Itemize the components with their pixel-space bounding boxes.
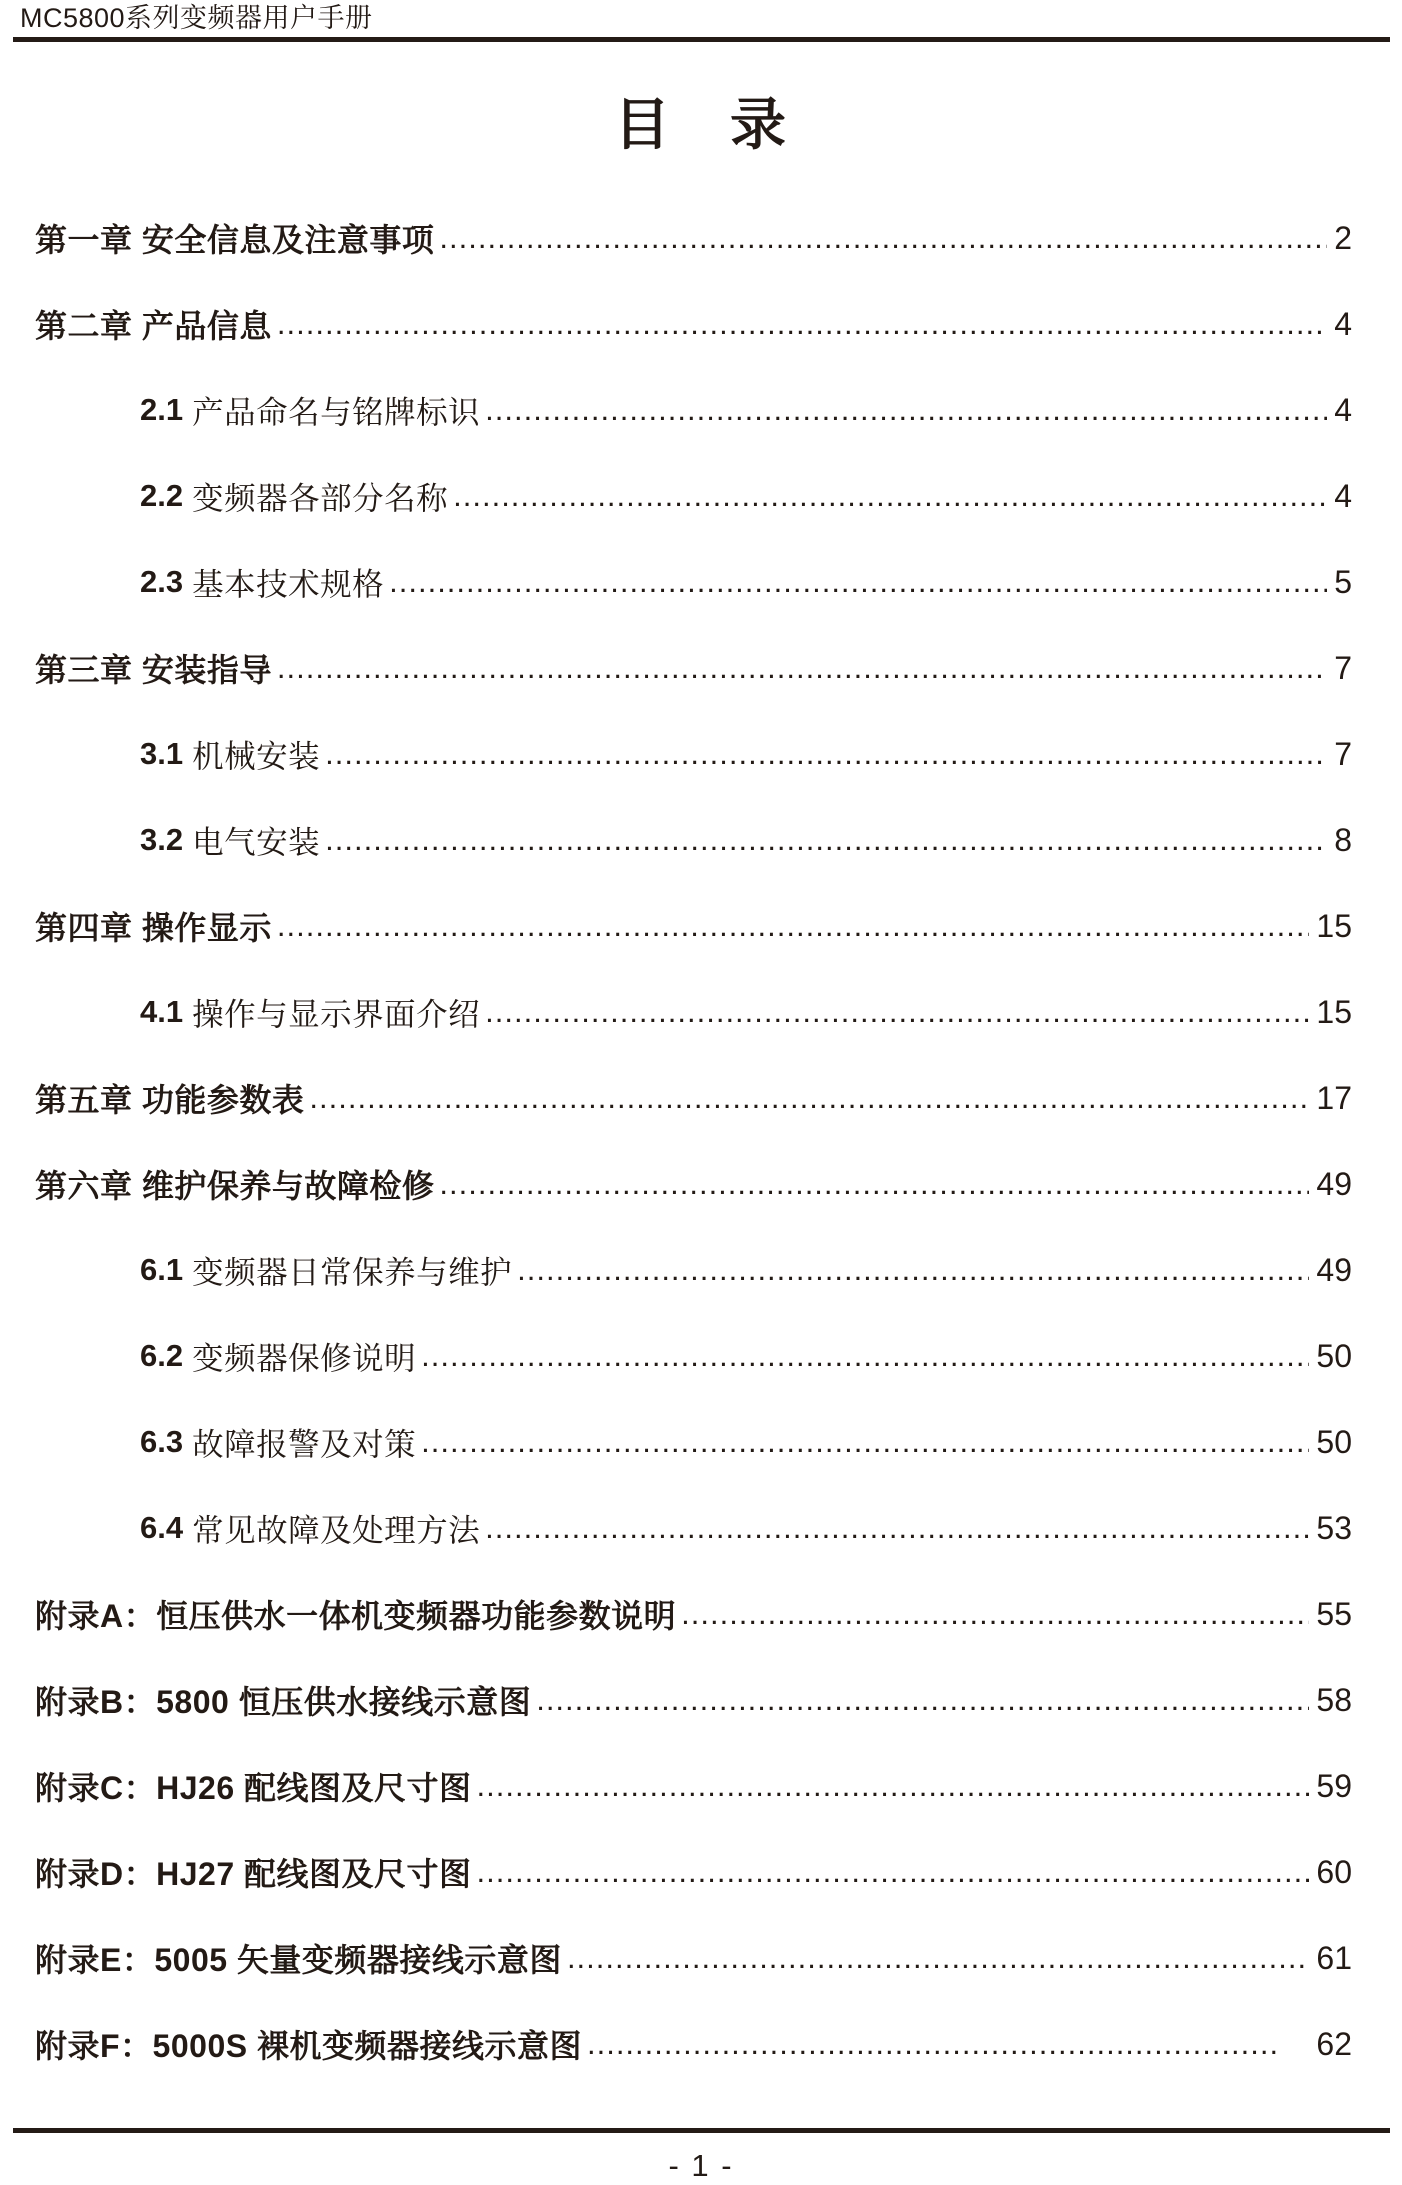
toc-entry-label: 变频器保修说明: [192, 1340, 417, 1376]
toc-page-number: 59: [1316, 1767, 1352, 1804]
toc-entry-label: 附录C：HJ26 配线图及尺寸图: [35, 1770, 472, 1806]
toc-dot-leader: [567, 1940, 1309, 1976]
toc-page-number: 15: [1316, 993, 1352, 1030]
toc-page-number: 4: [1334, 305, 1352, 342]
toc-page-number: 4: [1334, 391, 1352, 428]
toc-entry: [35, 969, 1352, 1055]
toc-page-number: 49: [1316, 1251, 1352, 1288]
toc-entry: [35, 195, 1352, 281]
toc-entry: [35, 1227, 1352, 1313]
toc-entry: [35, 1485, 1352, 1571]
toc-entry: [35, 797, 1352, 883]
toc-entry-label: 基本技术规格: [192, 566, 385, 602]
toc-page-number: 55: [1316, 1595, 1352, 1632]
toc-entry: [35, 1055, 1352, 1141]
toc-entry-label: 操作与显示界面介绍: [192, 996, 481, 1032]
toc-page-number: 49: [1316, 1165, 1352, 1202]
toc-entry: [35, 1571, 1352, 1657]
toc-dot-leader: [477, 1768, 1310, 1804]
toc-dot-leader: [309, 1080, 1309, 1116]
toc-page-number: 8: [1334, 821, 1352, 858]
footer-divider: [13, 2128, 1390, 2133]
toc-entry-label: 机械安装: [192, 738, 321, 774]
toc-entry: [35, 883, 1352, 969]
toc-entry-number: 3.1: [140, 736, 184, 771]
page-title: 目 录: [614, 93, 788, 156]
toc-dot-leader: [277, 908, 1310, 944]
toc-dot-leader: [517, 1252, 1309, 1288]
toc-entry-label: 附录F：5000S 裸机变频器接线示意图: [35, 2028, 582, 2064]
toc-entry: [35, 281, 1352, 367]
toc-entry-label: 第二章 产品信息: [35, 308, 272, 344]
toc-page-number: 53: [1316, 1509, 1352, 1546]
toc-page-number: 58: [1316, 1681, 1352, 1718]
toc-page-number: 7: [1334, 649, 1352, 686]
toc-entry-label: 附录B：5800 恒压供水接线示意图: [35, 1684, 532, 1720]
toc-entry: [35, 1743, 1352, 1829]
toc-page-number: 5: [1334, 563, 1352, 600]
toc-entry: [35, 1829, 1352, 1915]
toc-dot-leader: [587, 2026, 1280, 2062]
toc-entry-label: 附录A：恒压供水一体机变频器功能参数说明: [35, 1598, 677, 1634]
toc-dot-leader: [485, 994, 1309, 1030]
toc-entry-label: 变频器日常保养与维护: [192, 1254, 513, 1290]
page-number-footer: - 1 -: [668, 2148, 734, 2183]
toc-page-number: 17: [1316, 1079, 1352, 1116]
toc-page-number: 61: [1316, 1939, 1352, 1976]
toc-entry-label: 电气安装: [192, 824, 321, 860]
toc-entry-number: 6.3: [140, 1424, 184, 1459]
header-divider: [13, 37, 1390, 42]
toc-dot-leader: [453, 478, 1327, 514]
toc-entry-number: 3.2: [140, 822, 184, 857]
toc-entry: [35, 2001, 1352, 2087]
toc-entry: [35, 1915, 1352, 2001]
toc-dot-leader: [681, 1596, 1309, 1632]
toc-page-number: 50: [1316, 1423, 1352, 1460]
toc-entry: [35, 1141, 1352, 1227]
toc-entry-label: 第四章 操作显示: [35, 910, 272, 946]
toc-dot-leader: [325, 822, 1327, 858]
toc-page-number: 50: [1316, 1337, 1352, 1374]
toc-page-number: 15: [1316, 907, 1352, 944]
toc-entry-label: 附录D：HJ27 配线图及尺寸图: [35, 1856, 472, 1892]
toc-entry-number: 6.4: [140, 1510, 184, 1545]
toc-entry-label: 变频器各部分名称: [192, 480, 449, 516]
toc-dot-leader: [325, 736, 1327, 772]
toc-dot-leader: [277, 306, 1327, 342]
toc-dot-leader: [536, 1682, 1309, 1718]
toc-page-number: 4: [1334, 477, 1352, 514]
toc-entry-label: 第六章 维护保养与故障检修: [35, 1168, 435, 1204]
toc-entry-number: 6.2: [140, 1338, 184, 1373]
toc-entry-number: 2.2: [140, 478, 184, 513]
toc-page-number: 7: [1334, 735, 1352, 772]
toc-entry: [35, 367, 1352, 453]
toc-entry: [35, 453, 1352, 539]
toc-entry-number: 4.1: [140, 994, 184, 1029]
toc-entry-number: 2.3: [140, 564, 184, 599]
toc-dot-leader: [485, 392, 1327, 428]
toc-dot-leader: [421, 1338, 1309, 1374]
toc-entry: [35, 539, 1352, 625]
toc-entry: [35, 1313, 1352, 1399]
toc-dot-leader: [439, 1166, 1309, 1202]
toc-entry-label: 附录E：5005 矢量变频器接线示意图: [35, 1942, 562, 1978]
toc-dot-leader: [477, 1854, 1310, 1890]
toc-entry: [35, 625, 1352, 711]
toc-entry-label: 产品命名与铭牌标识: [192, 394, 481, 430]
toc-entry-label: 第五章 功能参数表: [35, 1082, 305, 1118]
toc-entry: [35, 711, 1352, 797]
toc-dot-leader: [277, 650, 1327, 686]
toc-entry: [35, 1657, 1352, 1743]
toc-dot-leader: [421, 1424, 1309, 1460]
toc-dot-leader: [389, 564, 1327, 600]
toc-entry-number: 2.1: [140, 392, 184, 427]
toc-page-number: 2: [1334, 219, 1352, 256]
toc-dot-leader: [485, 1510, 1309, 1546]
toc-list: [35, 195, 1352, 2087]
toc-dot-leader: [439, 220, 1327, 256]
toc-entry-number: 6.1: [140, 1252, 184, 1287]
running-header-title: MC5800系列变频器用户手册: [20, 3, 373, 33]
toc-entry-label: 故障报警及对策: [192, 1426, 417, 1462]
toc-entry-label: 常见故障及处理方法: [192, 1512, 481, 1548]
toc-page-number: 62: [1316, 2025, 1352, 2062]
toc-entry-label: 第三章 安装指导: [35, 652, 272, 688]
toc-page-number: 60: [1316, 1853, 1352, 1890]
toc-entry: [35, 1399, 1352, 1485]
toc-entry-label: 第一章 安全信息及注意事项: [35, 222, 435, 258]
